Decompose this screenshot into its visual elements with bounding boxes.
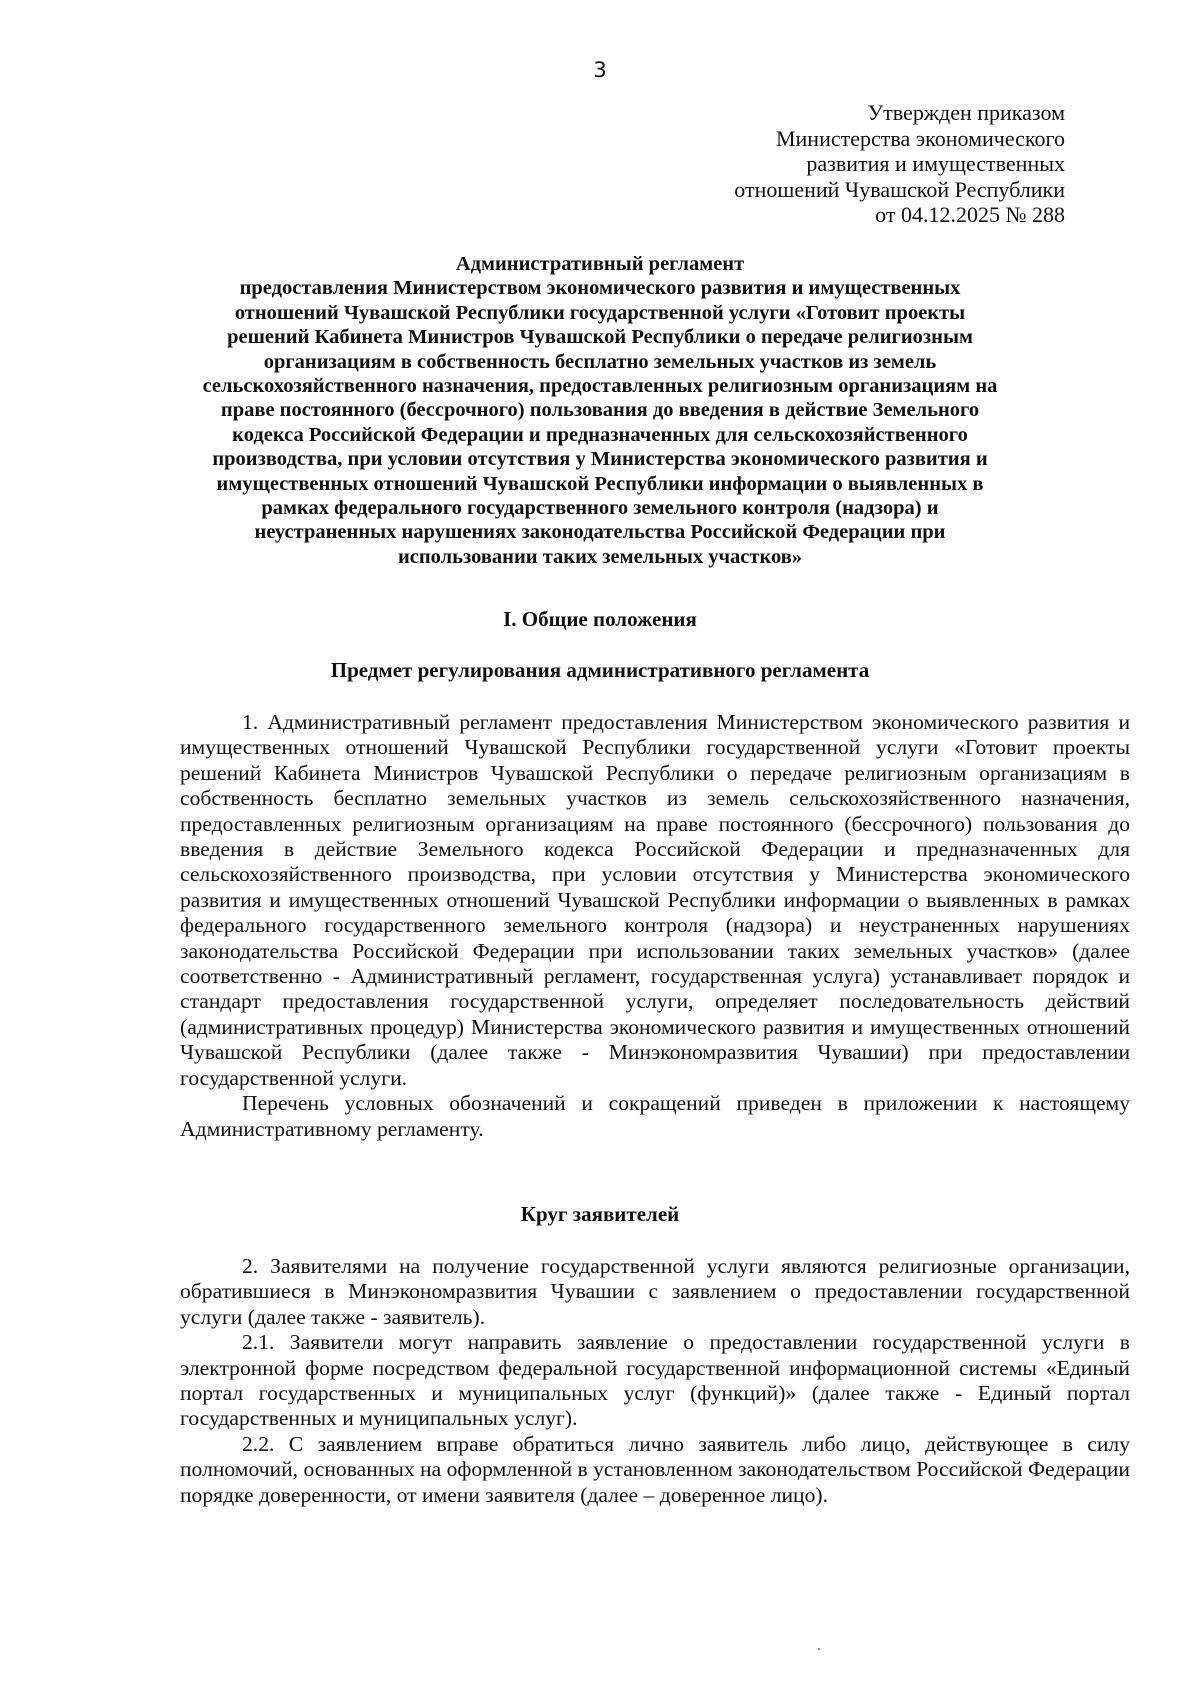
title-line: решений Кабинета Министров Чувашской Республики о передаче религиозным bbox=[227, 326, 973, 349]
subsection-body bbox=[180, 1254, 1130, 1508]
title-line: организациям в собственность бесплатно земельных участков из земель bbox=[263, 350, 937, 373]
approval-line: отношений Чувашской Республики bbox=[734, 176, 1065, 202]
title-line: сельскохозяйственного назначения, предоставленных религиозным организациям на bbox=[202, 375, 998, 398]
title-line: использовании таких земельных участков» bbox=[397, 545, 803, 568]
paragraph: 1. Административный регламент предоставления Министерством экономического развития и имущественных отношений Чувашской Республики государственной услуги «Готовит проекты решений Кабинета Министров Чувашской Республики о передаче религиозным организациям в собственность бесплатно земельных участков из земель сельскохозяйственного назначения, предоставленных религиозным организациям на праве постоянного (бессрочного) пользования до введения в действие Земельного кодекса Российской Федерации и предназначенных для сельскохозяйственного производства, при условии отсутствия у Министерства экономического развития и имущественных отношений Чувашской Республики информации о выявленных в рамках федерального государственного земельного контроля (надзора) и неустраненных нарушениях законодательства Российской Федерации при использовании таких земельных участков» (далее соответственно - Административный регламент, государственная услуга) устанавливает порядок и стандарт предоставления государственной услуги, определяет последовательность действий (административных процедур) Министерства экономического развития и имущественных отношений Чувашской Республики (далее также - Минэкономразвития Чувашии) при предоставлении государственной услуги. bbox=[180, 710, 1130, 1090]
subsection-heading: Круг заявителей bbox=[520, 1202, 680, 1226]
scan-dot bbox=[818, 1648, 820, 1650]
approval-line: от 04.12.2025 № 288 bbox=[875, 202, 1065, 227]
approval-line: Утвержден приказом bbox=[867, 100, 1065, 125]
title-line: рамках федерального государственного земельного контроля (надзора) и bbox=[261, 497, 939, 520]
title-line: имущественных отношений Чувашской Республики информации о выявленных в bbox=[216, 472, 984, 495]
title-line: праве постоянного (бессрочного) пользования до введения в действие Земельного bbox=[220, 399, 980, 422]
paragraph: 2.1. Заявители могут направить заявление о предоставлении государственной услуги в электронной форме посредством федеральной государственной информационной системы «Единый портал государственных и муниципальных услуг (функций)» (далее также - Единый портал государственных и муниципальных услуг). bbox=[180, 1330, 1130, 1431]
subsection-heading: Предмет регулирования административного регламента bbox=[330, 658, 870, 682]
approval-stamp bbox=[734, 100, 1065, 228]
title-line: неустраненных нарушениях законодательства Российской Федерации при bbox=[254, 521, 946, 544]
document-title bbox=[160, 252, 1040, 569]
title-line: Административный регламент bbox=[455, 253, 745, 275]
subsection-body bbox=[180, 710, 1130, 1142]
paragraph: Перечень условных обозначений и сокращений приведен в приложении к настоящему Административному регламенту. bbox=[180, 1091, 1130, 1141]
page-number: 3 bbox=[593, 58, 607, 82]
approval-line: Министерства экономического bbox=[775, 125, 1065, 151]
title-line: отношений Чувашской Республики государственной услуги «Готовит проекты bbox=[234, 301, 966, 324]
title-line: производства, при условии отсутствия у Министерства экономического развития и bbox=[212, 448, 988, 471]
section-heading: I. Общие положения bbox=[503, 607, 697, 631]
paragraph: 2. Заявителями на получение государственной услуги являются религиозные организации, обратившиеся в Минэкономразвития Чувашии с заявлением о предоставлении государственной услуги (далее также - заявитель). bbox=[180, 1254, 1130, 1329]
title-line: предоставления Министерством экономического развития и имущественных bbox=[239, 277, 961, 300]
paragraph: 2.2. С заявлением вправе обратиться лично заявитель либо лицо, действующее в силу полномочий, основанных на оформленной в установленном законодательством Российской Федерации порядке доверенности, от имени заявителя (далее – доверенное лицо). bbox=[180, 1431, 1130, 1507]
title-line: кодекса Российской Федерации и предназначенных для сельскохозяйственного bbox=[232, 423, 968, 446]
approval-line: развития и имущественных bbox=[806, 151, 1065, 176]
